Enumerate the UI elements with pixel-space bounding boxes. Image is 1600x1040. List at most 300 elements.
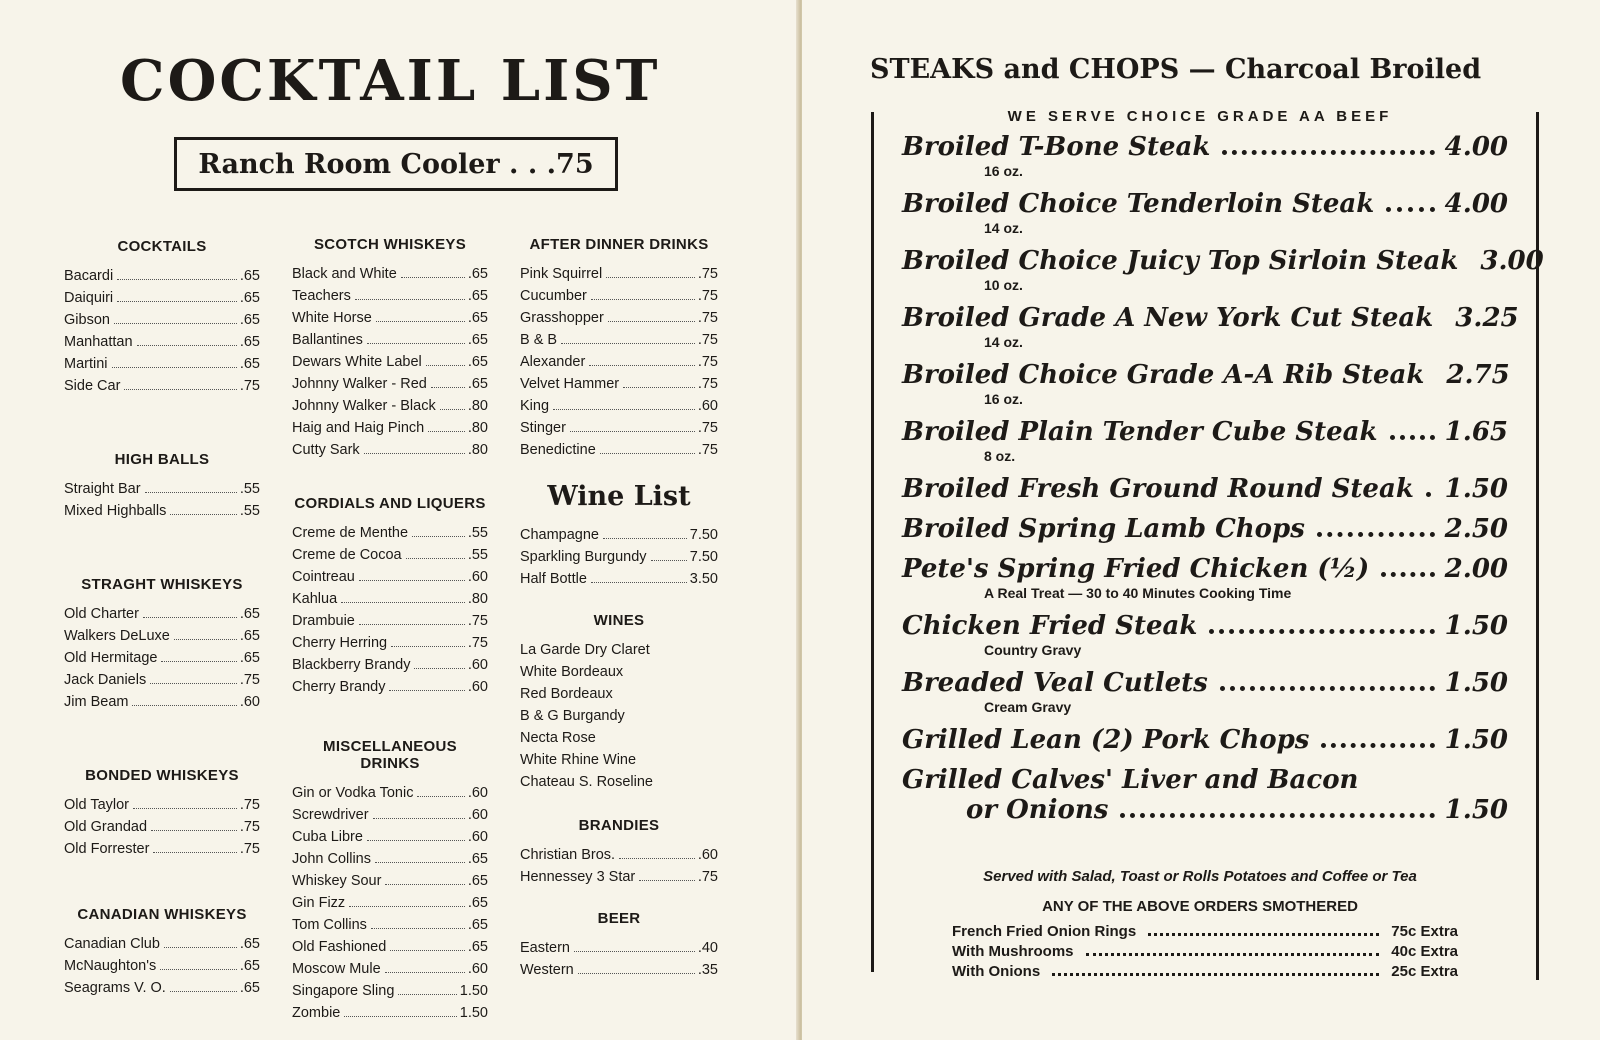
dot-leader (431, 386, 465, 388)
drink-section (520, 236, 718, 461)
drink-row (64, 625, 260, 647)
dot-leader (359, 623, 465, 625)
drink-name: Moscow Mule (292, 961, 381, 977)
drink-name: B & B (520, 332, 558, 348)
dot-leader (153, 851, 236, 853)
drink-name: Kahlua (292, 591, 338, 607)
smothered-extras (952, 922, 1458, 982)
steak-name-continued: or Onions (966, 795, 1109, 825)
steak-item (902, 514, 1508, 554)
dot-leader (373, 817, 465, 819)
dot-leader (344, 1015, 456, 1017)
section-title: BEER (597, 910, 641, 927)
drink-price: .65 (467, 332, 488, 348)
steak-note: A Real Treat — 30 to 40 Minutes Cooking Time (984, 585, 1292, 601)
drink-price: 1.50 (459, 983, 488, 999)
drink-row (64, 838, 260, 860)
drink-name: Velvet Hammer (520, 376, 620, 392)
extra-row (952, 942, 1458, 962)
drink-row (292, 566, 488, 588)
section-title: BRANDIES (578, 817, 660, 834)
drink-name: Gibson (64, 312, 110, 328)
drink-name: White Horse (292, 310, 372, 326)
steak-price: 3.25 (1455, 303, 1519, 333)
drink-row (64, 287, 260, 309)
drink-price: .65 (239, 980, 260, 996)
dot-leader (553, 408, 695, 410)
wines-section (520, 612, 718, 793)
drink-price: .75 (697, 376, 718, 392)
drink-row (64, 955, 260, 977)
dot-leader (389, 689, 464, 691)
dot-leader (132, 704, 236, 706)
drink-row (64, 309, 260, 331)
steak-price: 1.50 (1444, 474, 1508, 504)
dot-leader (608, 320, 695, 322)
drink-name: Cutty Sark (292, 442, 360, 458)
drink-row (292, 610, 488, 632)
drink-row (292, 373, 488, 395)
section-title: BONDED WHISKEYS (85, 767, 239, 784)
steak-item (902, 765, 1508, 826)
drink-price: .65 (467, 376, 488, 392)
drink-price: .65 (239, 606, 260, 622)
dot-leader (426, 364, 465, 366)
drink-section (64, 906, 260, 999)
steak-note: 10 oz. (984, 277, 1023, 293)
drink-row (292, 263, 488, 285)
drink-row (292, 804, 488, 826)
smothered-title: ANY OF THE ABOVE ORDERS SMOTHERED (1042, 898, 1358, 915)
drink-name: Cucumber (520, 288, 587, 304)
drink-name: Dewars White Label (292, 354, 422, 370)
drink-row (292, 307, 488, 329)
drink-price: .65 (239, 334, 260, 350)
drink-row (292, 544, 488, 566)
extra-row (952, 922, 1458, 942)
drink-name: Alexander (520, 354, 586, 370)
drink-price: .65 (467, 873, 488, 889)
drink-name: Bacardi (64, 268, 114, 284)
dot-leader (376, 320, 465, 322)
drink-name: Black and White (292, 266, 397, 282)
drink-name: Haig and Haig Pinch (292, 420, 425, 436)
steak-price: 1.50 (1444, 611, 1508, 641)
drink-price: .60 (467, 807, 488, 823)
drink-row (64, 265, 260, 287)
drink-row (292, 417, 488, 439)
drink-row (64, 933, 260, 955)
section-title: AFTER DINNER DRINKS (529, 236, 709, 253)
dot-leader (160, 968, 237, 970)
dot-leader (124, 388, 236, 390)
dot-leader (174, 638, 237, 640)
dot-leader (114, 322, 237, 324)
dot-leader (417, 795, 464, 797)
drink-row (292, 632, 488, 654)
steak-note: 14 oz. (984, 334, 1023, 350)
steak-item-row (902, 795, 1508, 826)
drink-row (292, 395, 488, 417)
dot-leader (401, 276, 465, 278)
drink-price: .80 (467, 442, 488, 458)
steak-note: 16 oz. (984, 391, 1023, 407)
steak-name: Breaded Veal Cutlets (902, 668, 1208, 698)
drink-row (520, 263, 718, 285)
steak-name: Broiled Choice Tenderloin Steak (902, 189, 1375, 219)
drink-price: .55 (467, 525, 488, 541)
steak-item (902, 132, 1508, 189)
drink-section (292, 495, 488, 698)
drink-name: Walkers DeLuxe (64, 628, 170, 644)
dot-leader (1386, 207, 1434, 212)
drink-price: .65 (239, 356, 260, 372)
wine-item: White Bordeaux (520, 664, 624, 680)
drink-name: Gin or Vodka Tonic (292, 785, 414, 801)
steak-name: Grilled Calves' Liver and Bacon (902, 765, 1359, 795)
featured-drink-box (174, 137, 618, 191)
steak-item-row (902, 611, 1508, 642)
rule-right (1536, 112, 1539, 980)
drink-name: Old Hermitage (64, 650, 158, 666)
drink-row (64, 816, 260, 838)
drink-price: .75 (239, 797, 260, 813)
drink-price: .40 (697, 940, 718, 956)
extra-name: French Fried Onion Rings (952, 923, 1137, 940)
dot-leader (1209, 629, 1434, 634)
drink-price: .65 (467, 939, 488, 955)
wine-price: 7.50 (689, 549, 718, 565)
drink-row (64, 353, 260, 375)
drink-name: John Collins (292, 851, 371, 867)
drink-row (520, 937, 718, 959)
drink-row (520, 329, 718, 351)
extra-name: With Mushrooms (952, 943, 1074, 960)
drink-row (292, 936, 488, 958)
drink-row (292, 826, 488, 848)
dot-leader (117, 300, 237, 302)
drink-row (520, 866, 718, 888)
dot-leader (390, 949, 465, 951)
drink-row (292, 676, 488, 698)
drink-price: .65 (239, 650, 260, 666)
drink-row (520, 395, 718, 417)
drink-column-2 (292, 236, 488, 1024)
drink-price: .60 (467, 679, 488, 695)
dot-leader (428, 430, 465, 432)
drink-price: .65 (467, 917, 488, 933)
drink-name: Western (520, 962, 574, 978)
steak-item-row (902, 132, 1508, 163)
steak-name: Grilled Lean (2) Pork Chops (902, 725, 1310, 755)
wine-item: Chateau S. Roseline (520, 774, 653, 790)
drink-price: .75 (239, 672, 260, 688)
steak-price: 1.50 (1444, 668, 1508, 698)
steak-name: Broiled Grade A New York Cut Steak (902, 303, 1434, 333)
drink-name: Cherry Brandy (292, 679, 386, 695)
dot-leader (570, 430, 695, 432)
drink-name: Martini (64, 356, 108, 372)
dot-leader (145, 491, 237, 493)
drink-section (292, 738, 488, 1024)
drink-row (292, 588, 488, 610)
dot-leader (133, 807, 237, 809)
drink-row (64, 647, 260, 669)
dot-leader (341, 601, 465, 603)
section-title: SCOTCH WHISKEYS (313, 236, 466, 253)
drink-price: .60 (697, 398, 718, 414)
dot-leader (639, 879, 695, 881)
drink-row (292, 1002, 488, 1024)
drink-price: .35 (697, 962, 718, 978)
extra-price: 75c Extra (1391, 923, 1458, 940)
drink-price: .75 (697, 442, 718, 458)
drink-name: Grasshopper (520, 310, 604, 326)
drink-price: .65 (239, 628, 260, 644)
steak-name: Broiled Plain Tender Cube Steak (902, 417, 1378, 447)
cocktail-list-title: COCKTAIL LIST (120, 48, 661, 114)
dot-leader (170, 513, 236, 515)
steak-item-row (902, 554, 1508, 585)
served-with-note: Served with Salad, Toast or Rolls Potatoes and Coffee or Tea (983, 868, 1417, 885)
drink-price: .60 (239, 694, 260, 710)
steak-note: 14 oz. (984, 220, 1023, 236)
dot-leader (112, 366, 237, 368)
drink-row (64, 691, 260, 713)
steak-menu-list (902, 132, 1544, 826)
dot-leader (355, 298, 465, 300)
drink-price: .80 (467, 420, 488, 436)
drink-row (64, 500, 260, 522)
drink-price: .75 (697, 332, 718, 348)
drink-name: Mixed Highballs (64, 503, 167, 519)
dot-leader (603, 537, 687, 539)
drink-price: .65 (239, 268, 260, 284)
drink-name: Ballantines (292, 332, 363, 348)
dot-leader (414, 667, 464, 669)
dot-leader (1317, 532, 1435, 537)
drink-name: Hennessey 3 Star (520, 869, 636, 885)
steak-note: 8 oz. (984, 448, 1016, 464)
wine-item: La Garde Dry Claret (520, 642, 650, 658)
drink-price: .75 (697, 266, 718, 282)
dot-leader (1220, 686, 1435, 691)
steak-name: Broiled T-Bone Steak (902, 132, 1211, 162)
drink-name: Jim Beam (64, 694, 129, 710)
dot-leader (117, 278, 237, 280)
drink-section (64, 576, 260, 713)
dot-leader (367, 342, 465, 344)
drink-row (520, 307, 718, 329)
steak-item (902, 246, 1544, 303)
drink-price: .75 (467, 635, 488, 651)
section-title: WINES (593, 612, 645, 629)
extra-price: 40c Extra (1391, 943, 1458, 960)
drink-name: Blackberry Brandy (292, 657, 411, 673)
wine-row (520, 546, 718, 568)
dot-leader (1321, 743, 1434, 748)
drink-price: 1.50 (459, 1005, 488, 1021)
drink-name: Johnny Walker - Black (292, 398, 436, 414)
drink-row (520, 959, 718, 981)
wine-list-title: Wine List (547, 481, 691, 512)
section-title: HIGH BALLS (114, 451, 210, 468)
steak-item-row (902, 474, 1508, 505)
dot-leader (151, 829, 237, 831)
steak-item-row (902, 514, 1508, 545)
steak-item-row (902, 303, 1519, 334)
drink-price: .75 (697, 869, 718, 885)
drink-name: Benedictine (520, 442, 596, 458)
dot-leader (412, 535, 465, 537)
drink-price: .65 (467, 851, 488, 867)
drink-name: Creme de Cocoa (292, 547, 402, 563)
steak-item (902, 725, 1508, 765)
dot-leader (1120, 813, 1434, 818)
drink-name: Manhattan (64, 334, 133, 350)
wine-name: Champagne (520, 527, 599, 543)
steak-item (902, 189, 1508, 246)
dot-leader (606, 276, 695, 278)
steak-name: Broiled Fresh Ground Round Steak (902, 474, 1414, 504)
drink-row (64, 331, 260, 353)
drink-price: .65 (467, 266, 488, 282)
steak-price: 2.50 (1444, 514, 1508, 544)
rule-left (871, 112, 874, 972)
section-title: COCKTAILS (117, 238, 207, 255)
drink-name: Cointreau (292, 569, 355, 585)
dot-leader (1390, 435, 1435, 440)
drink-name: Jack Daniels (64, 672, 147, 688)
steak-item-row (902, 725, 1508, 756)
dot-leader (651, 559, 687, 561)
steak-item (902, 668, 1508, 725)
wine-item: B & G Burgandy (520, 708, 625, 724)
drink-price: .60 (467, 569, 488, 585)
dot-leader (364, 452, 465, 454)
drink-price: .80 (467, 591, 488, 607)
drink-name: Singapore Sling (292, 983, 395, 999)
featured-drink-label: Ranch Room Cooler . . .75 (198, 148, 594, 180)
drink-name: Drambuie (292, 613, 355, 629)
drink-row (64, 478, 260, 500)
steak-name: Chicken Fried Steak (902, 611, 1198, 641)
wine-price: 3.50 (689, 571, 718, 587)
steak-item (902, 474, 1508, 514)
drink-row (292, 439, 488, 461)
drink-name: Daiquiri (64, 290, 114, 306)
dot-leader (574, 950, 695, 952)
drink-name: Gin Fizz (292, 895, 346, 911)
drink-row (292, 782, 488, 804)
drink-price: .75 (697, 354, 718, 370)
steak-name: Broiled Choice Juicy Top Sirloin Steak (902, 246, 1459, 276)
section-title: STRAGHT WHISKEYS (81, 576, 243, 593)
drink-section (64, 451, 260, 522)
dot-leader (170, 990, 237, 992)
dot-leader (561, 342, 695, 344)
drink-name: Cherry Herring (292, 635, 388, 651)
steak-price: 4.00 (1444, 189, 1508, 219)
steak-item-row (902, 189, 1508, 220)
dot-leader (367, 839, 465, 841)
drink-name: McNaughton's (64, 958, 157, 974)
wine-item: White Rhine Wine (520, 752, 637, 768)
dot-leader (391, 645, 465, 647)
steak-price: 3.00 (1480, 246, 1544, 276)
drink-price: .60 (467, 829, 488, 845)
dot-leader (164, 946, 237, 948)
steak-name: Broiled Spring Lamb Chops (902, 514, 1305, 544)
drink-row (64, 669, 260, 691)
drink-price: .80 (467, 398, 488, 414)
extra-price: 25c Extra (1391, 963, 1458, 980)
drink-row (292, 285, 488, 307)
steak-item (902, 303, 1519, 360)
dot-leader (1426, 492, 1435, 497)
drink-price: .65 (239, 936, 260, 952)
drink-name: Christian Bros. (520, 847, 616, 863)
steak-note: Country Gravy (984, 642, 1082, 658)
section-title: MISCELLANEOUS DRINKS (323, 738, 457, 772)
drink-price: .75 (239, 841, 260, 857)
drink-section (292, 236, 488, 461)
dot-leader (1381, 572, 1435, 577)
steak-price: 4.00 (1444, 132, 1508, 162)
dot-leader (406, 557, 465, 559)
steak-price: 1.50 (1444, 795, 1508, 825)
drink-section (520, 817, 718, 888)
drink-row (292, 654, 488, 676)
steak-item-row (902, 360, 1508, 391)
wine-item: Red Bordeaux (520, 686, 613, 702)
section-title: CANADIAN WHISKEYS (77, 906, 247, 923)
drink-row (292, 351, 488, 373)
drink-section (520, 910, 718, 981)
drink-name: Seagrams V. O. (64, 980, 166, 996)
drink-name: Cuba Libre (292, 829, 363, 845)
steak-item (902, 360, 1508, 417)
drink-name: Old Fashioned (292, 939, 387, 955)
beef-note: WE SERVE CHOICE GRADE AA BEEF (1007, 108, 1393, 125)
dot-leader (600, 452, 695, 454)
drink-row (292, 522, 488, 544)
steak-note: 16 oz. (984, 163, 1023, 179)
drink-price: .75 (697, 310, 718, 326)
drink-name: Pink Squirrel (520, 266, 603, 282)
section-title: CORDIALS AND LIQUERS (294, 495, 486, 512)
drink-name: Straight Bar (64, 481, 141, 497)
steak-note: Cream Gravy (984, 699, 1072, 715)
dot-leader (398, 993, 456, 995)
drink-price: .60 (467, 961, 488, 977)
drink-row (292, 892, 488, 914)
steak-item-row (902, 765, 1508, 795)
dot-leader (1148, 933, 1379, 936)
drink-price: .60 (467, 785, 488, 801)
drink-price: .60 (697, 847, 718, 863)
dot-leader (1222, 150, 1434, 155)
drink-price: .55 (239, 481, 260, 497)
drink-row (64, 977, 260, 999)
drink-row (520, 285, 718, 307)
drink-price: .65 (467, 288, 488, 304)
drink-name: Tom Collins (292, 917, 367, 933)
steak-item (902, 554, 1508, 611)
dot-leader (1052, 973, 1379, 976)
drink-name: Zombie (292, 1005, 341, 1021)
drink-name: Teachers (292, 288, 351, 304)
